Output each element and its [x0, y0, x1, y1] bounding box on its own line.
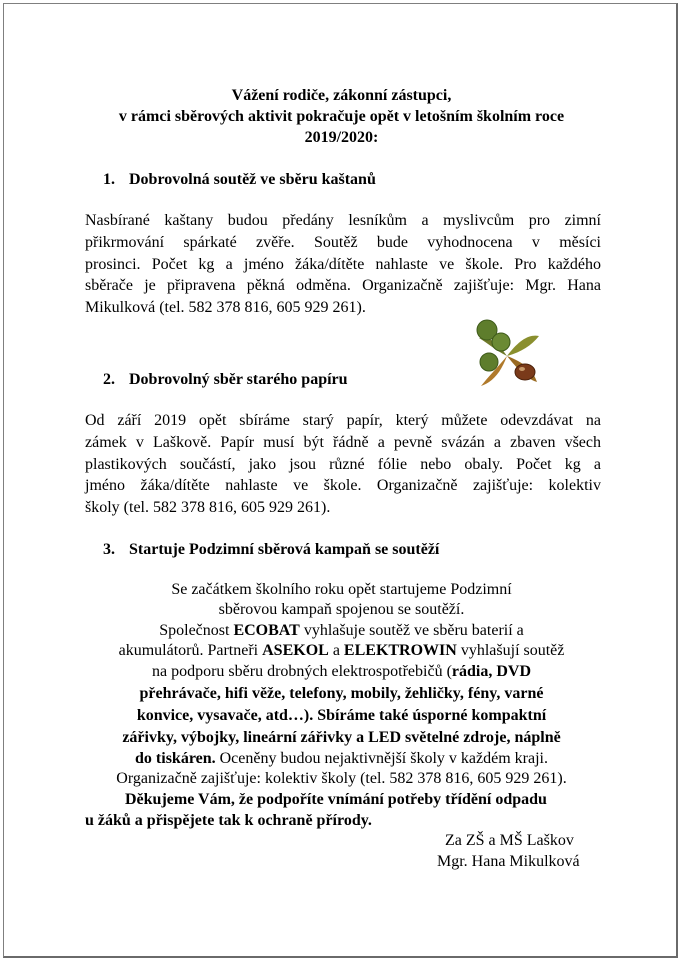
section-2-line: jméno žáka/dítěte nahlaste ve škole. Organizačně zajišťuje: kolektiv	[85, 477, 601, 494]
section-1-number: 1.	[103, 171, 115, 188]
section-3-line	[0, 662, 683, 681]
chestnut-nut	[515, 364, 535, 380]
brand-elektrowin: ELEKTROWIN	[343, 642, 457, 659]
chestnut-shell	[480, 353, 498, 371]
text-run: akumulátorů. Partneři	[118, 642, 263, 659]
section-3-line: Se začátkem školního roku opět startujeme Podzimní	[171, 581, 512, 598]
section-3-line: Organizačně zajišťuje: kolektiv školy (tel. 582 378 816, 605 929 261).	[116, 770, 567, 787]
thanks-line: Děkujeme Vám, že podpoříte vnímání potřeby třídění odpadu	[125, 791, 547, 808]
section-3-line: přehrávače, hifi věže, telefony, mobily, žehličky, fény, varné	[139, 685, 544, 702]
text-run-bold: do tiskáren.	[135, 750, 216, 767]
section-3-line: sběrovou kampaň spojenou se soutěží.	[218, 601, 465, 618]
chestnut-shell	[492, 333, 510, 351]
header-line-2: v rámci sběrových aktivit pokračuje opět v letošním školním roce	[118, 108, 565, 125]
signature-line-1: Za ZŠ a MŠ Laškov	[445, 832, 574, 849]
section-2-line: plastikových součástí, jako jsou různé fólie nebo obaly. Počet kg a	[85, 456, 601, 473]
section-3-line: zářivky, výbojky, lineární zářivky a LED světelné zdroje, náplně	[122, 729, 561, 746]
section-3-line	[0, 749, 683, 768]
text-run: na podporu sběru drobných elektrospotřebičů (	[151, 663, 452, 680]
chestnut-illustration	[467, 316, 547, 394]
text-run: a	[328, 642, 344, 659]
header-line-1: Vážení rodiče, zákonní zástupci,	[231, 87, 452, 104]
section-1-line: Nasbírané kaštany budou předány lesníkům a myslivcům pro zimní	[85, 212, 601, 229]
leaf-shape	[507, 336, 539, 356]
signature-line-2: Mgr. Hana Mikulková	[437, 853, 580, 870]
text-run: Oceněny budou nejaktivnější školy v každém kraji.	[215, 750, 548, 767]
section-2-title: Dobrovolný sběr starého papíru	[129, 371, 348, 388]
text-run: Společnost	[159, 622, 234, 639]
section-1-line: přikrmování spárkaté zvěře. Soutěž bude vyhodnocena v měsíci	[85, 234, 601, 251]
section-3-line: konvice, vysavače, atd…). Sbíráme také úsporné kompaktní	[136, 707, 547, 724]
text-run-bold: rádia, DVD	[451, 663, 532, 680]
section-2-line: školy (tel. 582 378 816, 605 929 261).	[85, 499, 331, 516]
section-2-line: zámek v Laškově. Papír musí být řádně a pevně svázán a zbaven všech	[85, 434, 601, 451]
section-3-title: Startuje Podzimní sběrová kampaň se soutěží	[129, 541, 440, 558]
section-1-line: prosinci. Počet kg a jméno žáka/dítěte nahlaste ve škole. Pro každého	[85, 256, 601, 273]
section-2-heading	[103, 370, 348, 389]
header-line-3: 2019/2020:	[304, 129, 379, 146]
section-2-line: Od září 2019 opět sbíráme starý papír, který můžete odevzdávat na	[85, 412, 601, 429]
text-run: vyhlašuje soutěž ve sběru baterií a	[299, 622, 524, 639]
chestnut-highlight	[519, 367, 525, 371]
section-1-heading	[103, 170, 376, 189]
section-1-line: Mikulková (tel. 582 378 816, 605 929 261).	[85, 299, 366, 316]
section-1-line: sběrače je připravena pěkná odměna. Organizačně zajišťuje: Mgr. Hana	[85, 277, 601, 294]
section-3-number: 3.	[103, 541, 115, 558]
section-2-number: 2.	[103, 371, 115, 388]
section-3-line	[0, 621, 683, 640]
text-run: vyhlašují soutěž	[456, 642, 565, 659]
section-1-title: Dobrovolná soutěž ve sběru kaštanů	[129, 171, 376, 188]
section-3-line	[0, 641, 683, 660]
brand-ecobat: ECOBAT	[233, 622, 300, 639]
thanks-line: u žáků a přispějete tak k ochraně přírody.	[85, 812, 372, 829]
section-3-heading	[103, 540, 439, 559]
brand-asekol: ASEKOL	[262, 642, 329, 659]
